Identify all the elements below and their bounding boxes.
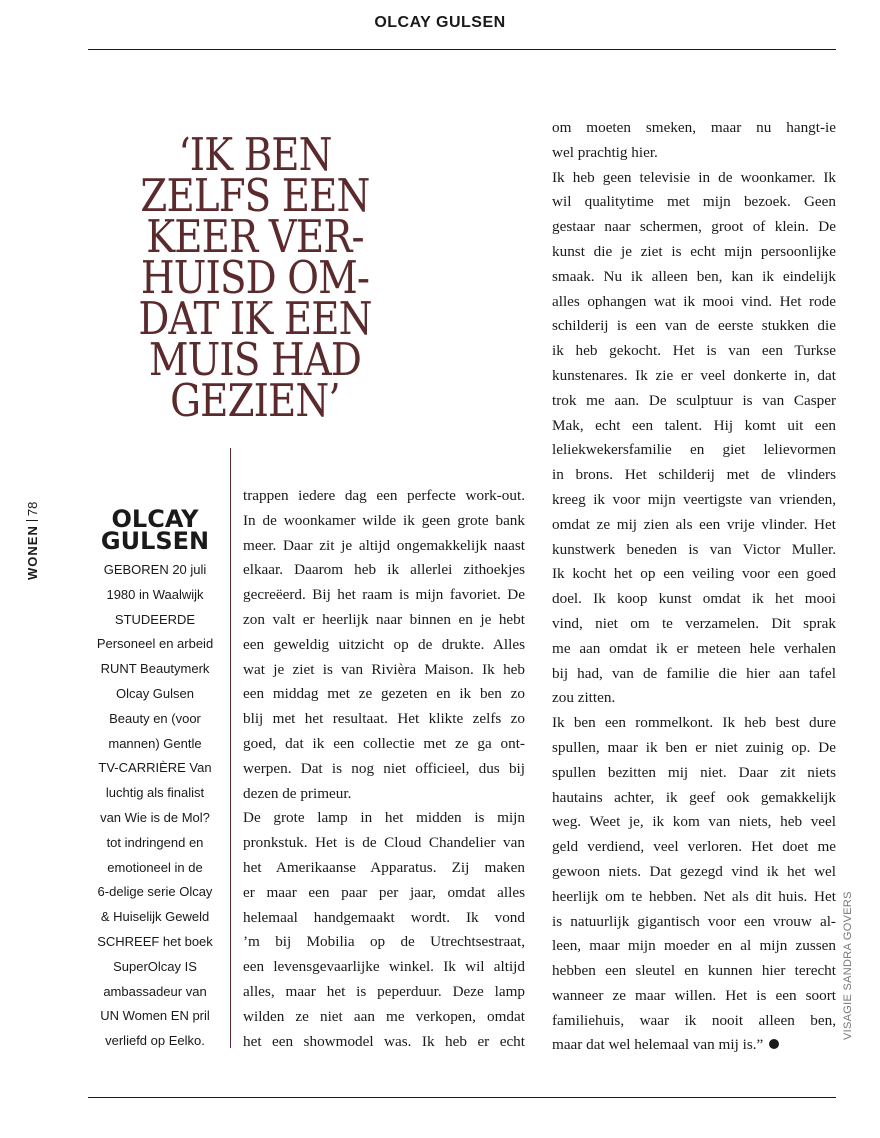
bio-line: Olcay Gulsen [115, 685, 195, 701]
text-line: wil qualitytime met mijn bezoek. Geen [552, 193, 836, 211]
bio-name-first: OLCAY [111, 505, 199, 533]
text-line: familiehuis, waar ik nooit alleen ben, [552, 1011, 836, 1029]
bottom-rule [88, 1097, 836, 1098]
pull-quote-line: MUIS HAD [148, 333, 362, 386]
text-line: goed, dat ik een collectie met ze ga ont- [243, 734, 525, 752]
photo-credit: VISAGIE SANDRA GOVERS [842, 891, 854, 1040]
bio-box [86, 505, 224, 1054]
article-column-1 [243, 484, 525, 1054]
text-line: kreeg ik voor mijn veertigste van vrienden, [552, 490, 836, 508]
article-column-2 [552, 116, 836, 1058]
text-line: gestaar naar schermen, groot of klein. De [552, 218, 836, 236]
text-line: hebben een sleutel en kunnen hier terecht [552, 962, 836, 980]
bio-line: UN Women EN pril [100, 1008, 210, 1024]
text-line: wanneer ze maar willen. Het is een soort [552, 986, 836, 1004]
text-line: omdat ze mij zien als een vrije vlinder. Het [552, 515, 836, 533]
bio-line: verliefd op Eelko. [105, 1033, 205, 1049]
text-line: Ik heb geen televisie in de woonkamer. Ik [552, 168, 836, 186]
bio-line: TV-CARRIÈRE Van [98, 760, 212, 776]
text-line: leliekwekersfamilie en giet lelievormen [552, 441, 836, 459]
text-line: alles ophangen wat ik mooi vind. Het rode [552, 292, 836, 310]
text-line: elkaar. Daarom heb ik allerlei zithoekjes [243, 561, 525, 579]
text-line: het een showmodel was. Ik heb er echt [243, 1032, 525, 1050]
text-line: er maar een paar per jaar, omdat alles [243, 883, 525, 901]
text-line: smaak. Nu ik alleen ben, kan ik eindelijk [552, 267, 836, 285]
text-line: wat je ziet is van Rivièra Maison. Ik heb [243, 660, 525, 678]
text-line: weg. Weet je, ik kom van niets, heb veel [552, 813, 836, 831]
text-line: werpen. Dat is nog niet officieel, dus bij [243, 759, 525, 777]
text-line: het Amerikaanse Apparatus. Zij maken [243, 858, 525, 876]
text-line: Ik ben een rommelkont. Ik heb best dure [552, 714, 836, 732]
bio-line: 1980 in Waalwijk [106, 586, 204, 602]
text-line: me aan omdat ik er meteen hele verhalen [552, 639, 836, 657]
bio-line: & Huiselijk Geweld [100, 909, 210, 925]
text-line: gewoon niets. Dat gezegd vind ik het wel [552, 862, 836, 880]
text-line: alles, maar het is peperduur. Deze lamp [243, 982, 525, 1000]
text-line: blij met het resultaat. Het klikte zelfs zo [243, 710, 525, 728]
bio-line: luchtig als finalist [105, 785, 205, 801]
text-line: bij had, van de familie die hier aan tafel [552, 664, 836, 682]
text-line: heerlijk om te hebben. Net als dit huis. Het [552, 887, 836, 905]
text-line: wel prachtig hier. [552, 143, 658, 161]
running-header: OLCAY GULSEN [374, 14, 506, 31]
text-line: ’m bij Mobilia op de Utrechtsestraat, [243, 933, 525, 951]
text-line: hautains achter, ik geef ook gemakkelijk [552, 788, 836, 806]
bio-line: SuperOlcay IS [113, 958, 197, 974]
bio-line: 6-delige serie Olcay [97, 884, 213, 900]
text-line: schilderij is een van de eerste stukken die [552, 317, 836, 335]
text-line: leen, maar mijn moeder en al mijn zussen [552, 937, 836, 955]
text-line: geld verdiend, veel verloren. Het doet me [552, 838, 836, 856]
text-line: pronkstuk. Het is de Cloud Chandelier van [243, 834, 525, 852]
pull-quote-line: GEZIEN’ [170, 374, 340, 427]
text-line: een middag met ze gezeten en ik ben zo [243, 685, 525, 703]
pull-quote-line: ‘IK BEN [178, 128, 332, 181]
text-line: zon valt er heerlijk naar binnen en je hebt [243, 610, 525, 628]
final-line-text: maar dat wel helemaal van mij is.” [552, 1036, 764, 1054]
text-line: wilden ze niet aan me verkopen, omdat [243, 1007, 525, 1025]
text-line: helemaal handgemaakt wordt. Ik vond [243, 908, 525, 926]
text-line: vind, niet om te verzamelen. Dit sprak [552, 614, 836, 632]
text-line: trok me aan. De sculptuur is van Casper [552, 391, 836, 409]
column-divider [230, 448, 231, 1048]
text-line: kunst die je ziet is echt mijn persoonlijke [552, 242, 836, 260]
text-line: In de woonkamer wilde ik geen grote bank [243, 511, 525, 529]
section-page-label [25, 501, 49, 580]
bio-name [86, 505, 224, 555]
text-line: zou zitten. [552, 689, 616, 707]
text-line-final [552, 1033, 836, 1058]
bio-name-last: GULSEN [100, 527, 210, 555]
end-mark-icon [769, 1039, 779, 1049]
text-line: een geweldig uitzicht op de drukte. Alles [243, 635, 525, 653]
page-number: 78 [25, 501, 40, 517]
text-line: spullen, maar ik ben er niet zuinig op. De [552, 738, 836, 756]
pull-quote-line: DAT IK EEN [138, 292, 372, 345]
text-line: een levensgevaarlijke winkel. Ik wil altijd [243, 958, 525, 976]
bio-line: emotioneel in de [107, 859, 203, 875]
bio-line: RUNT Beautymerk [100, 661, 210, 677]
bio-line: van Wie is de Mol? [100, 809, 210, 825]
text-line: om moeten smeken, maar nu hangt-ie [552, 119, 836, 136]
pull-quote-line: KEER VER- [146, 210, 364, 263]
pull-quote-line: HUISD OM- [140, 251, 370, 304]
bio-line: SCHREEF het boek [97, 933, 213, 949]
text-line: ik heb gekocht. Het is van een Turkse [552, 342, 836, 360]
bio-line: tot indringend en [106, 834, 204, 850]
pull-quote-line: ZELFS EEN [140, 169, 370, 222]
bio-line: ambassadeur van [103, 983, 207, 999]
text-line: kunstwerk beneden is van Victor Muller. [552, 540, 836, 558]
text-line: is natuurlijk gigantisch voor een vrouw al- [552, 912, 836, 930]
text-line: dezen de primeur. [243, 784, 352, 802]
bio-line: GEBOREN 20 juli [103, 562, 207, 577]
text-line: trappen iedere dag een perfecte work-out. [243, 487, 525, 504]
text-line: doel. Ik koop kunst omdat ik het mooi [552, 590, 836, 608]
text-line: Mak, echt een talent. Hij komt uit een [552, 416, 836, 434]
text-line: spullen bezitten mij niet. Daar zit niets [552, 763, 836, 781]
text-line: De grote lamp in het midden is mijn [243, 809, 525, 827]
label-divider [26, 520, 38, 521]
bio-line: mannen) Gentle [108, 735, 202, 751]
text-line: meer. Daar zit je altijd ongemakkelijk naast [243, 536, 525, 554]
text-line: kunstenares. Ik zie er veel donkerte in, dat [552, 366, 836, 384]
bio-line: Beauty en (voor [109, 710, 201, 726]
pull-quote [122, 128, 389, 427]
text-line: in brons. Het schilderij met de vlinders [552, 466, 836, 484]
section-name: WONEN [25, 525, 40, 580]
bio-line: Personeel en arbeid [96, 636, 214, 652]
top-rule [88, 49, 836, 50]
bio-line: STUDEERDE [114, 611, 196, 627]
text-line: gecreëerd. Bij het raam is mijn favoriet. De [243, 586, 525, 604]
text-line: Ik kocht het op een veiling voor een goed [552, 565, 836, 583]
